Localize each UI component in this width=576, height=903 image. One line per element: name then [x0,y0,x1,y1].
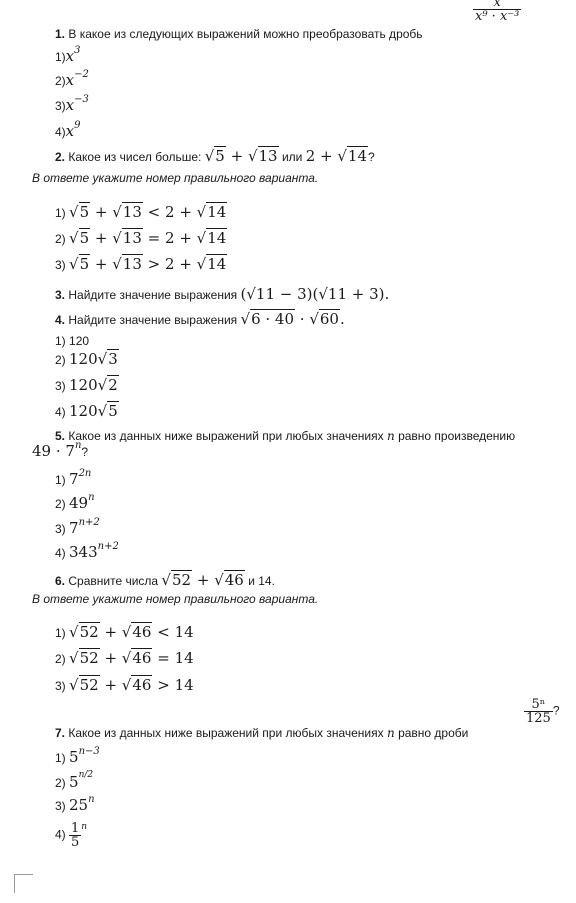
q4-option-3: 3) 120√2 [55,376,118,394]
question-text: Сравните числа [68,574,159,588]
math-expression: √5 + √13 [204,147,278,165]
question-text: Какое из данных ниже выражений при любых значениях [68,726,384,740]
fraction-denominator: x⁹ · x⁻³ [475,9,520,24]
math-expression: √6 · 40 · √60. [240,310,345,328]
q2-option-1: 1) √5 + √13 < 2 + √14 [55,203,227,221]
q6-option-2: 2) √52 + √46 = 14 [55,649,194,667]
question-5: 5. Какое из данных ниже выражений при любых значениях n равно произведению [55,430,516,442]
q5-option-1: 1) $7^{2n}$ [55,468,92,488]
question-number: 5. [55,430,66,442]
question-number: 1. [55,27,66,41]
math-expression: (√11 − 3)(√11 + 3). [240,285,390,303]
math-expression: 2 + √14 [305,147,368,165]
question-text: Найдите значение выражения [68,313,238,327]
fraction-denominator: 125 [526,711,551,726]
question-6: 6. Сравните числа √52 + √46 и 14. [55,571,275,589]
answer-note: В ответе укажите номер правильного варианта. [32,592,319,606]
q5-option-4: 4) $343^{n+2}$ [55,541,119,561]
fraction-numerator: 5ⁿ [531,697,546,712]
q6-option-1: 1) √52 + √46 < 14 [55,623,194,641]
question-text: Найдите значение выражения [68,288,238,302]
q7-option-1: 1) $5^{n-3}$ [55,746,100,766]
q7-option-4: 4) $\frac{1}{5}$ $^n$ [55,821,88,850]
page-corner-mark [14,874,33,893]
q2-option-3: 3) √5 + √13 > 2 + √14 [55,255,227,273]
question-2: 2. Какое из чисел больше: √5 + √13 или 2 + √14? [55,147,375,165]
q1-option-4: $4)x^9$ [55,120,81,140]
question-number: 3. [55,288,66,302]
q7-option-3: 3) 25$^n$ [55,794,95,814]
q4-option-4: 4) 120√5 [55,402,118,420]
question-text: Какое из данных ниже выражений при любых значениях [68,430,384,442]
question-7-fraction: $\frac{\text{5ⁿ}}{125}$ ? [526,697,560,726]
question-3 [55,287,389,302]
question-text: В какое из следующих выражений можно преобразовать дробь [68,27,423,41]
q4-option-2: 2) 120√3 [55,350,118,368]
q5-option-2: 2) 49$^n$ [55,492,95,512]
question-4 [55,312,345,327]
q6-option-3: 3) √52 + √46 > 14 [55,676,194,694]
question-1 [55,28,423,40]
question-number: 2. [55,150,66,164]
question-text: Какое из чисел больше: [68,150,202,164]
question-number: 7. [55,726,66,740]
question-number: 4. [55,313,66,327]
q1-option-1: $1)x^3$ [55,45,81,65]
question-number: 6. [55,574,66,588]
math-expression: √52 + √46 [161,571,244,589]
q5-option-3: 3) $7^{n+2}$ [55,517,100,537]
q1-option-3: $3)x^{-3}$ [55,94,89,114]
q4-option-1: 1) 120 [55,334,90,348]
question-5-expression: $49 \cdot 7^n$? [32,440,89,460]
q7-option-2: 2) $5^{n/2}$ [55,770,94,791]
question-1-fraction [473,0,521,23]
q1-option-2: $2)x^{-2}$ [55,69,89,89]
question-7: 7. Какое из данных ниже выражений при любых значениях n равно дроби [55,726,469,740]
q2-option-2: 2) √5 + √13 = 2 + √14 [55,229,227,247]
answer-note: В ответе укажите номер правильного варианта. [32,171,319,185]
fraction-numerator: x [493,0,501,10]
